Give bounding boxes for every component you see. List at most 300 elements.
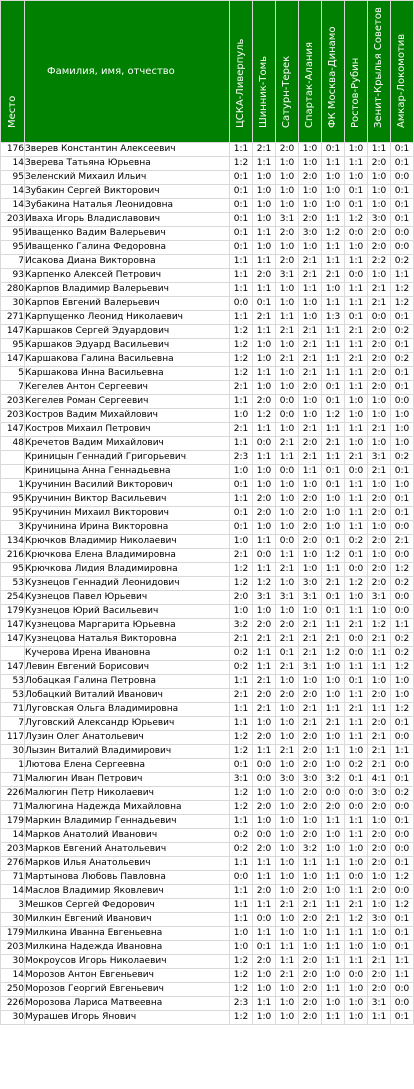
score-cell: 2:0 [368,325,391,339]
score-cell: 1:1 [230,283,253,297]
place-cell: 14 [1,185,25,199]
score-cell: 1:2 [230,325,253,339]
table-row [1,689,414,703]
place-cell: 5 [1,367,25,381]
score-cell: 1:0 [299,675,322,689]
score-cell: 1:0 [276,731,299,745]
score-cell: 2:1 [299,717,322,731]
score-cell: 1:0 [322,199,345,213]
name-cell: Мартынова Любовь Павловна [25,871,230,885]
score-cell: 0:0 [345,787,368,801]
table-row [1,255,414,269]
table-row [1,675,414,689]
score-cell: 0:0 [391,227,414,241]
score-cell: 0:1 [391,941,414,955]
score-cell: 0:0 [391,843,414,857]
score-cell: 1:0 [368,437,391,451]
score-cell: 1:0 [345,241,368,255]
score-cell: 1:0 [253,353,276,367]
score-cell: 2:1 [299,647,322,661]
score-cell: 1:0 [322,521,345,535]
name-cell: Маркин Владимир Геннадьевич [25,815,230,829]
score-cell: 1:0 [368,199,391,213]
score-cell: 0:0 [368,311,391,325]
score-cell: 1:0 [345,941,368,955]
score-cell: 1:1 [322,983,345,997]
score-cell: 2:1 [368,297,391,311]
score-cell: 1:1 [230,717,253,731]
score-cell: 1:0 [299,241,322,255]
score-cell: 2:1 [276,353,299,367]
score-cell: 1:1 [368,703,391,717]
table-row [1,941,414,955]
score-cell: 0:1 [230,185,253,199]
score-cell: 1:1 [345,829,368,843]
score-cell: 1:0 [253,815,276,829]
score-cell: 0:2 [230,829,253,843]
score-cell: 1:0 [345,857,368,871]
score-cell: 2:1 [230,689,253,703]
place-cell: 71 [1,773,25,787]
score-cell: 0:0 [253,759,276,773]
score-cell: 1:0 [368,269,391,283]
place-cell: 53 [1,577,25,591]
score-cell: 1:1 [345,689,368,703]
score-cell: 1:1 [322,241,345,255]
score-cell: 1:1 [322,871,345,885]
match-header: ФК Москва-Динамо [322,1,345,143]
score-cell: 1:2 [391,871,414,885]
score-cell: 1:0 [299,143,322,157]
score-cell: 0:1 [230,759,253,773]
score-cell: 1:2 [230,563,253,577]
score-cell: 1:0 [230,409,253,423]
place-cell: 95 [1,241,25,255]
score-cell: 1:1 [345,731,368,745]
name-cell: Малюгин Иван Петрович [25,773,230,787]
score-cell: 1:0 [299,871,322,885]
table-row [1,563,414,577]
table-row [1,857,414,871]
score-cell: 1:0 [276,423,299,437]
score-cell: 1:0 [322,843,345,857]
score-cell: 1:0 [276,983,299,997]
score-cell: 2:0 [368,969,391,983]
score-cell: 1:0 [391,437,414,451]
table-row [1,647,414,661]
score-cell: 1:0 [391,409,414,423]
score-cell: 1:1 [322,297,345,311]
score-cell: 0:1 [230,171,253,185]
score-cell: 0:1 [391,213,414,227]
place-cell: 176 [1,143,25,157]
score-cell: 1:0 [276,871,299,885]
score-cell: 2:1 [345,703,368,717]
place-cell: 203 [1,409,25,423]
score-cell: 0:0 [345,563,368,577]
score-cell: 1:2 [345,913,368,927]
score-cell: 0:0 [253,549,276,563]
score-cell: 1:1 [391,969,414,983]
score-cell: 1:1 [322,619,345,633]
score-cell: 0:0 [276,535,299,549]
score-cell: 1:1 [322,941,345,955]
place-cell: 203 [1,395,25,409]
score-cell: 1:2 [253,409,276,423]
score-cell: 2:0 [368,381,391,395]
score-cell: 2:0 [368,689,391,703]
score-cell: 1:0 [276,185,299,199]
score-cell: 1:1 [253,857,276,871]
score-cell: 2:1 [230,633,253,647]
score-cell: 0:1 [322,605,345,619]
place-cell: 179 [1,927,25,941]
score-cell: 1:0 [322,675,345,689]
score-cell: 1:0 [276,703,299,717]
score-cell: 1:1 [391,745,414,759]
score-cell: 1:1 [345,423,368,437]
score-cell: 0:1 [391,311,414,325]
table-row [1,997,414,1011]
score-cell: 0:1 [322,535,345,549]
score-cell: 1:1 [230,913,253,927]
score-cell: 2:0 [253,493,276,507]
table-row [1,633,414,647]
score-cell: 0:2 [345,535,368,549]
score-cell: 1:0 [322,493,345,507]
table-row [1,171,414,185]
place-cell: 7 [1,255,25,269]
score-cell: 2:1 [276,437,299,451]
score-cell: 1:1 [230,269,253,283]
name-cell: Каршакова Галина Васильевна [25,353,230,367]
table-row [1,339,414,353]
score-cell: 0:1 [253,297,276,311]
place-cell: 30 [1,1011,25,1025]
score-cell: 2:1 [368,283,391,297]
score-cell: 2:1 [368,731,391,745]
name-cell: Морозова Лариса Матвеевна [25,997,230,1011]
score-cell: 0:1 [322,465,345,479]
score-cell: 0:0 [276,395,299,409]
score-cell: 1:1 [322,339,345,353]
score-cell: 1:1 [253,255,276,269]
score-cell: 2:3 [230,997,253,1011]
score-cell: 1:1 [322,213,345,227]
score-cell: 0:1 [391,157,414,171]
score-cell: 1:0 [276,507,299,521]
score-cell: 0:0 [345,801,368,815]
score-cell: 1:2 [345,577,368,591]
table-row [1,717,414,731]
score-cell: 1:1 [345,479,368,493]
score-cell: 2:1 [299,619,322,633]
score-cell: 1:1 [345,367,368,381]
score-cell: 1:0 [368,899,391,913]
table-row [1,325,414,339]
score-cell: 0:0 [391,997,414,1011]
table-row [1,619,414,633]
score-cell: 0:2 [391,325,414,339]
place-cell: 30 [1,955,25,969]
score-cell: 2:0 [253,801,276,815]
score-cell: 2:1 [368,465,391,479]
score-cell: 2:1 [299,353,322,367]
score-cell: 1:1 [322,1011,345,1025]
name-cell: Кузнецова Маргарита Юрьевна [25,619,230,633]
score-cell: 0:0 [391,395,414,409]
place-cell: 95 [1,227,25,241]
score-cell: 2:1 [322,633,345,647]
score-cell: 1:0 [322,759,345,773]
score-cell: 1:0 [345,143,368,157]
name-cell: Маслов Владимир Яковлевич [25,885,230,899]
table-row [1,731,414,745]
place-cell: 250 [1,983,25,997]
name-cell: Марков Евгений Анатольевич [25,843,230,857]
score-cell: 2:1 [299,899,322,913]
table-row [1,703,414,717]
table-body [1,143,414,1025]
score-cell: 1:0 [299,549,322,563]
score-cell: 1:0 [322,283,345,297]
score-cell: 1:0 [322,969,345,983]
score-cell: 1:0 [299,157,322,171]
score-cell: 1:0 [276,493,299,507]
score-cell: 1:1 [345,885,368,899]
score-cell: 3:1 [299,591,322,605]
name-cell: Марков Илья Анатольевич [25,857,230,871]
place-cell: 203 [1,213,25,227]
table-row [1,759,414,773]
score-cell: 1:1 [391,955,414,969]
name-cell: Иваха Игорь Владиславович [25,213,230,227]
score-cell: 2:1 [276,745,299,759]
score-cell: 1:1 [345,605,368,619]
score-cell: 1:2 [391,661,414,675]
score-cell: 1:0 [253,983,276,997]
score-cell: 2:1 [345,353,368,367]
score-cell: 0:0 [276,409,299,423]
place-cell: 71 [1,871,25,885]
score-cell: 1:3 [322,311,345,325]
score-cell: 2:0 [253,843,276,857]
score-cell: 1:0 [253,479,276,493]
place-cell: 30 [1,745,25,759]
score-cell: 2:1 [345,325,368,339]
score-cell: 2:0 [368,367,391,381]
score-cell: 1:0 [299,297,322,311]
score-cell: 1:1 [322,157,345,171]
score-cell: 1:0 [299,185,322,199]
score-cell: 2:0 [299,1011,322,1025]
score-cell: 0:1 [345,311,368,325]
score-cell: 2:0 [368,857,391,871]
score-cell: 1:0 [253,241,276,255]
score-cell: 1:1 [322,423,345,437]
score-cell: 1:0 [299,311,322,325]
score-cell: 1:1 [253,997,276,1011]
table-row [1,787,414,801]
score-cell: 0:0 [345,633,368,647]
score-cell: 2:1 [299,367,322,381]
score-cell: 0:1 [322,479,345,493]
score-cell: 0:0 [391,521,414,535]
score-cell: 0:1 [230,507,253,521]
score-cell: 1:1 [322,451,345,465]
name-cell: Левин Евгений Борисович [25,661,230,675]
score-cell: 2:1 [368,633,391,647]
table-row [1,213,414,227]
score-cell: 1:1 [299,857,322,871]
score-cell: 1:1 [322,353,345,367]
score-cell: 1:0 [368,815,391,829]
score-cell: 1:0 [253,339,276,353]
score-cell: 0:1 [391,857,414,871]
score-cell: 1:0 [230,465,253,479]
score-cell: 2:0 [368,885,391,899]
score-cell: 2:1 [345,619,368,633]
score-cell: 1:0 [299,563,322,577]
score-cell: 1:0 [368,171,391,185]
name-cell: Луговская Ольга Владимировна [25,703,230,717]
score-cell: 3:1 [299,661,322,675]
match-header: Сатурн-Терек [276,1,299,143]
score-cell: 2:1 [276,969,299,983]
name-cell: Морозов Антон Евгеньевич [25,969,230,983]
score-cell: 3:1 [368,591,391,605]
score-cell: 3:1 [276,269,299,283]
score-cell: 0:2 [391,577,414,591]
table-row [1,969,414,983]
score-cell: 0:2 [345,759,368,773]
score-cell: 1:0 [322,661,345,675]
score-cell: 2:0 [368,353,391,367]
place-cell: 134 [1,535,25,549]
score-cell: 2:0 [253,269,276,283]
score-cell: 1:0 [345,843,368,857]
score-cell: 0:1 [322,591,345,605]
name-cell: Зубакина Наталья Леонидовна [25,199,230,213]
score-cell: 2:0 [253,689,276,703]
score-cell: 0:0 [391,759,414,773]
score-cell: 0:1 [253,941,276,955]
name-cell: Крючкова Лидия Владимировна [25,563,230,577]
name-cell: Зверева Татьяна Юрьевна [25,157,230,171]
name-cell: Криницын Геннадий Григорьевич [25,451,230,465]
score-cell: 0:2 [391,451,414,465]
score-cell: 2:1 [299,325,322,339]
match-header: Шинник-Томь [253,1,276,143]
score-cell: 0:0 [253,913,276,927]
score-cell: 1:1 [345,381,368,395]
name-cell: Кузнецов Юрий Васильевич [25,605,230,619]
score-cell: 1:1 [276,941,299,955]
score-cell: 0:1 [391,1011,414,1025]
score-cell: 1:0 [322,171,345,185]
score-cell: 2:2 [368,255,391,269]
match-header: Амкар-Локомотив [391,1,414,143]
name-cell: Кегелев Роман Сергеевич [25,395,230,409]
score-cell: 1:0 [368,409,391,423]
score-cell: 2:1 [322,269,345,283]
score-cell: 1:1 [230,815,253,829]
score-cell: 1:1 [391,269,414,283]
table-row [1,353,414,367]
table-row [1,381,414,395]
score-cell: 1:0 [345,591,368,605]
score-cell: 1:0 [253,717,276,731]
name-cell: Малюгин Петр Николаевич [25,787,230,801]
place-cell: 95 [1,339,25,353]
score-cell: 1:0 [276,1011,299,1025]
score-cell: 2:1 [368,423,391,437]
place-cell: 93 [1,269,25,283]
score-cell: 0:1 [230,521,253,535]
score-cell: 1:0 [345,745,368,759]
score-cell: 1:1 [345,255,368,269]
score-cell: 1:2 [230,731,253,745]
score-cell: 1:1 [253,927,276,941]
table-row [1,801,414,815]
place-cell: 14 [1,157,25,171]
score-cell: 2:0 [299,745,322,759]
score-cell: 0:0 [253,773,276,787]
score-cell: 1:1 [345,339,368,353]
score-cell: 1:0 [276,829,299,843]
name-cell: Лютова Елена Сергеевна [25,759,230,773]
score-cell: 1:1 [345,717,368,731]
score-cell: 0:2 [230,843,253,857]
score-cell: 0:2 [391,353,414,367]
place-cell: 280 [1,283,25,297]
name-cell: Иващенко Вадим Валерьевич [25,227,230,241]
score-cell: 1:0 [322,507,345,521]
score-cell: 1:0 [230,535,253,549]
place-cell: 95 [1,171,25,185]
score-cell: 2:0 [368,227,391,241]
score-cell: 2:0 [368,493,391,507]
name-cell: Лузин Олег Анатольевич [25,731,230,745]
name-cell: Каршаков Эдуард Васильевич [25,339,230,353]
score-cell: 1:0 [253,171,276,185]
score-cell: 2:0 [299,171,322,185]
place-cell: 95 [1,507,25,521]
table-row [1,269,414,283]
score-cell: 0:0 [391,591,414,605]
score-cell: 2:1 [299,423,322,437]
score-cell: 0:0 [391,885,414,899]
score-cell: 0:1 [230,241,253,255]
score-cell: 1:0 [276,157,299,171]
place-cell: 147 [1,619,25,633]
name-cell: Зубакин Сергей Викторович [25,185,230,199]
match-header: Спартак-Алания [299,1,322,143]
score-cell: 2:1 [276,563,299,577]
score-cell: 2:1 [299,451,322,465]
score-cell: 1:2 [391,899,414,913]
name-cell: Зеленский Михаил Ильич [25,171,230,185]
score-cell: 2:0 [368,983,391,997]
name-cell: Карпущенко Леонид Николаевич [25,311,230,325]
score-cell: 1:1 [322,367,345,381]
table-row [1,1011,414,1025]
table-row [1,283,414,297]
score-cell: 2:0 [368,577,391,591]
score-cell: 0:0 [230,871,253,885]
score-cell: 1:1 [253,157,276,171]
score-cell: 2:0 [368,717,391,731]
